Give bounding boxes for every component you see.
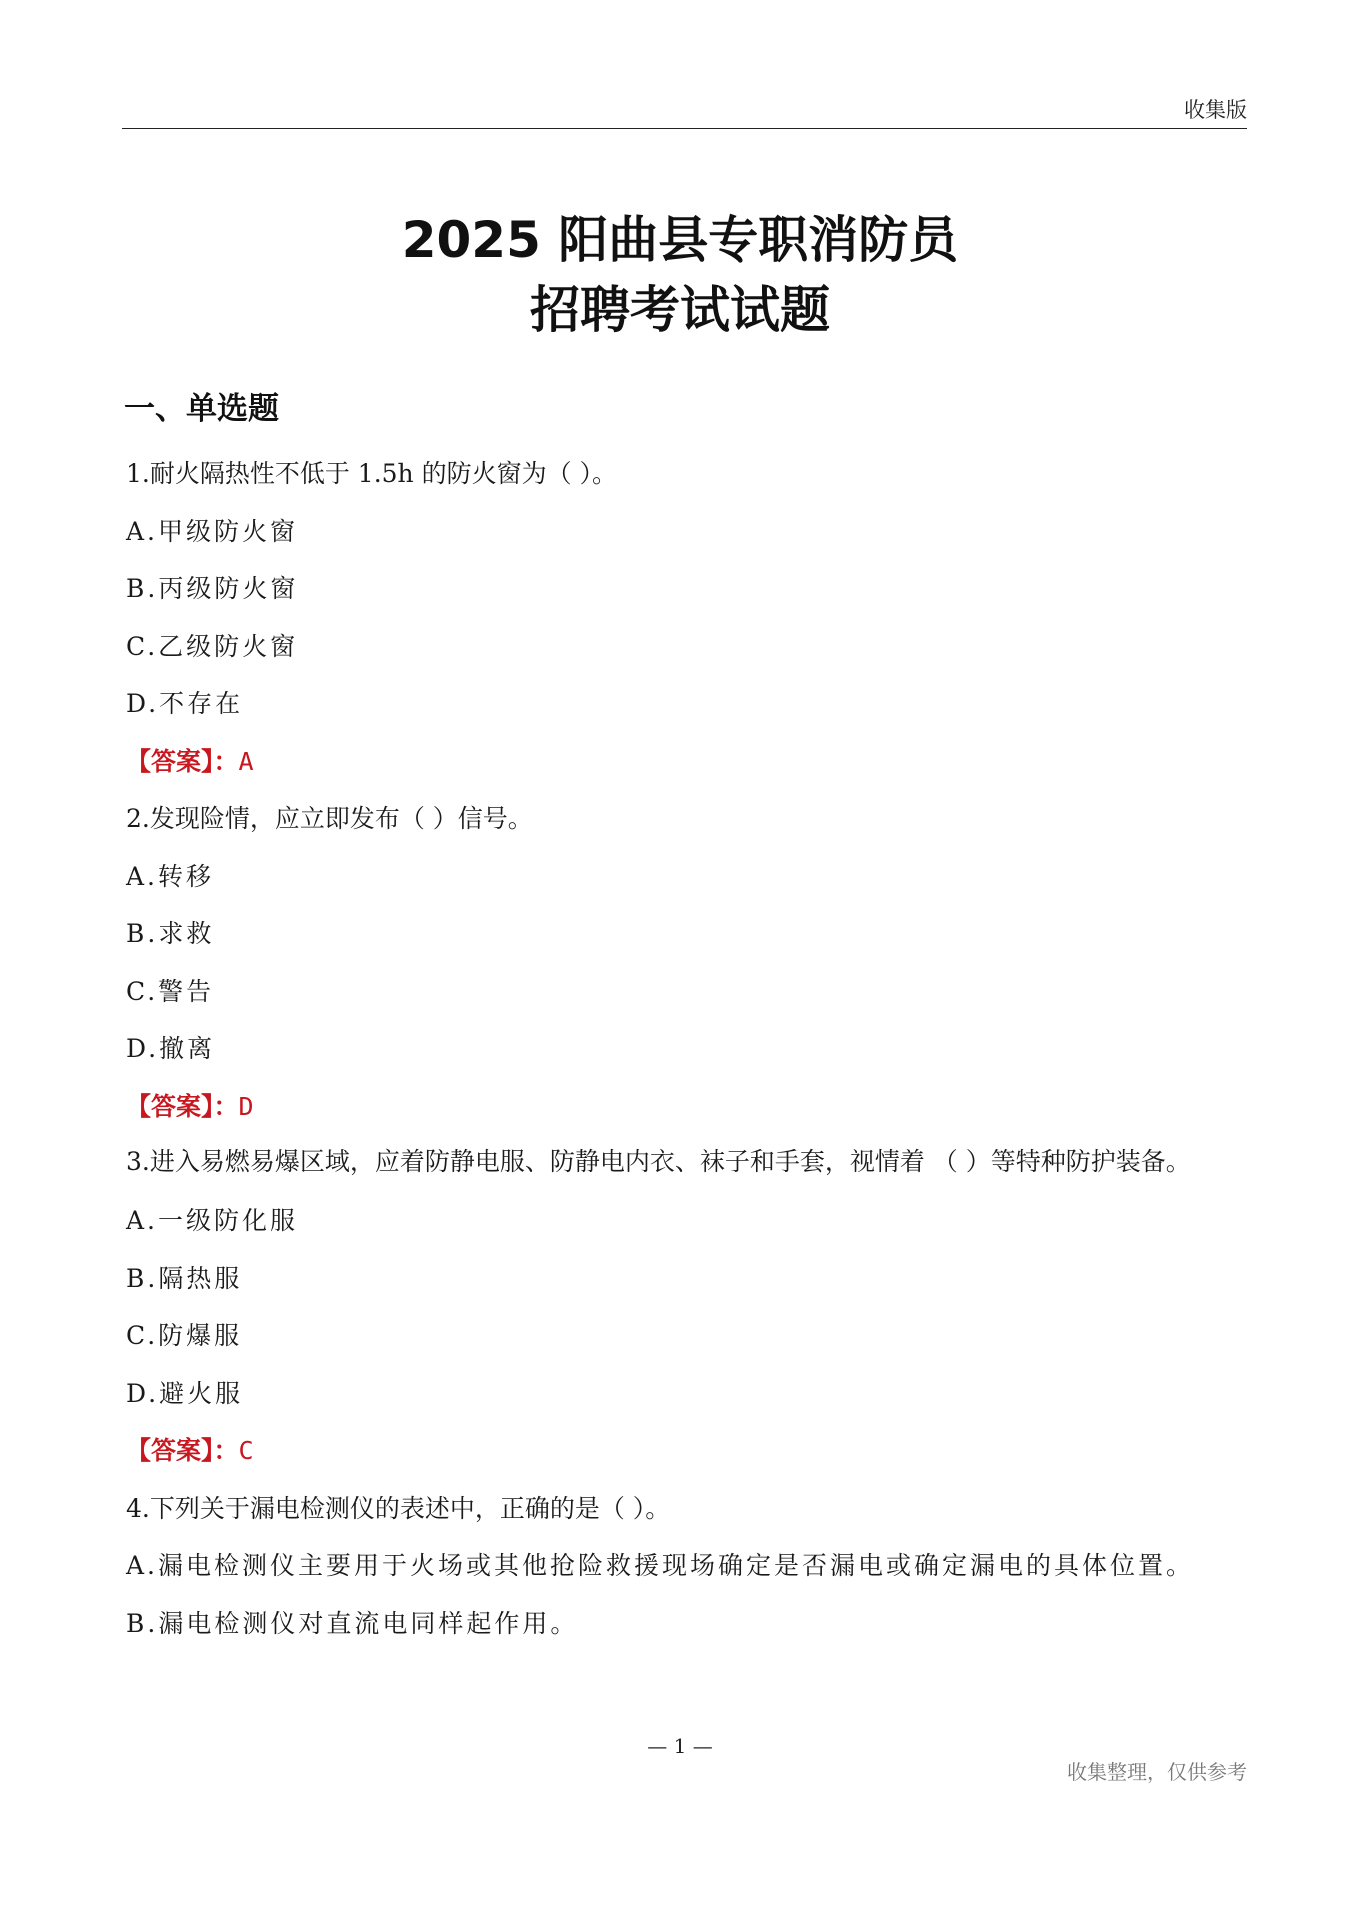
answer-label: 【答案】： <box>126 1436 239 1465</box>
option-a: A.漏电检测仪主要用于火场或其他抢险救援现场确定是否漏电或确定漏电的具体位置。 <box>126 1551 1195 1580</box>
question-stem: 3.进入易燃易爆区域，应着防静电服、防静电内衣、袜子和手套，视情着 （ ）等特种防护装备。 <box>126 1147 1191 1176</box>
question-stem: 4.下列关于漏电检测仪的表述中，正确的是（ ）。 <box>126 1493 671 1523</box>
answer-line <box>126 1422 1246 1480</box>
option-b: B.求救 <box>126 919 215 948</box>
option-c: C.乙级防火窗 <box>126 631 299 661</box>
question-list <box>126 445 1246 1652</box>
question-item <box>126 1480 1246 1653</box>
header-label: 收集版 <box>1184 98 1247 122</box>
question-item <box>126 1135 1246 1480</box>
option-a: A.一级防化服 <box>126 1206 299 1235</box>
title-line-1: 2025 阳曲县专职消防员 <box>401 211 959 269</box>
page-number: — 1 — <box>647 1734 713 1758</box>
document-title <box>0 205 1360 345</box>
answer-value: C <box>238 1436 254 1465</box>
question-stem: 1.耐火隔热性不低于 1.5h 的防火窗为（ ）。 <box>126 459 618 488</box>
answer-line <box>126 733 1246 791</box>
answer-label: 【答案】： <box>126 1091 239 1121</box>
answer-value: A <box>238 746 254 776</box>
answer-label: 【答案】： <box>126 746 239 776</box>
option-a: A.甲级防火窗 <box>126 516 299 546</box>
option-b: B.丙级防火窗 <box>126 574 299 603</box>
footer-note: 收集整理，仅供参考 <box>1067 1760 1247 1784</box>
header-divider <box>122 128 1247 129</box>
option-d: D.避火服 <box>126 1378 244 1408</box>
option-a: A.转移 <box>126 861 215 891</box>
section-heading: 一、单选题 <box>124 391 279 427</box>
answer-value: D <box>238 1091 254 1121</box>
option-b: B.漏电检测仪对直流电同样起作用。 <box>126 1608 579 1638</box>
question-stem: 2.发现险情，应立即发布（ ）信号。 <box>126 804 533 833</box>
option-b: B.隔热服 <box>126 1263 243 1293</box>
option-c: C.警告 <box>126 976 215 1006</box>
question-item <box>126 445 1246 790</box>
option-d: D.不存在 <box>126 689 244 718</box>
title-line-2: 招聘考试试题 <box>530 281 830 339</box>
option-c: C.防爆服 <box>126 1321 243 1350</box>
answer-line <box>126 1078 1246 1136</box>
option-d: D.撤离 <box>126 1034 216 1063</box>
question-item <box>126 790 1246 1135</box>
